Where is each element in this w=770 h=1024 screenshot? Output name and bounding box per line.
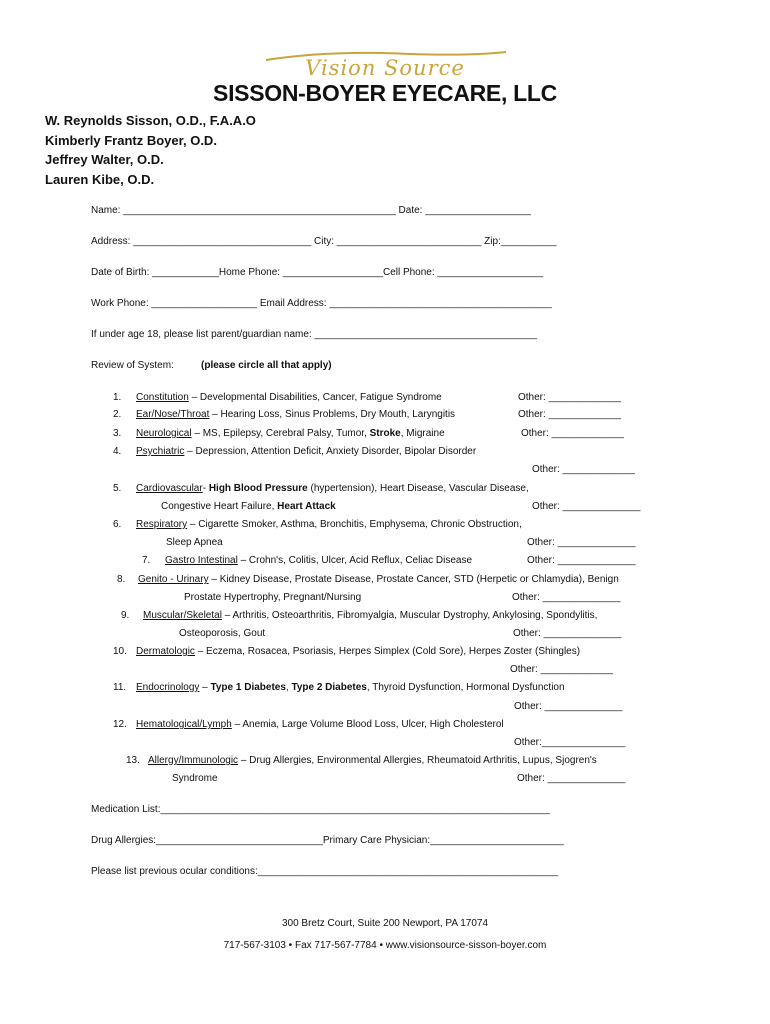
drug-allergies-label: Drug Allergies: (91, 835, 157, 846)
system-13-desc: – Drug Allergies, Environmental Allergies, Rheumatoid Arthritis, Lupus, Sjogren's (238, 755, 597, 766)
system-2-name: Ear/Nose/Throat (136, 409, 210, 420)
footer-address: 300 Bretz Court, Suite 200 Newport, PA 17074 (281, 918, 489, 929)
system-9-line2[interactable]: Osteoporosis, Gout (179, 628, 266, 639)
system-5-name: Cardiovascular (136, 483, 203, 494)
other-label: Other: (517, 773, 545, 784)
other-label: Other: (532, 464, 560, 475)
medication-label: Medication List: (91, 804, 161, 815)
guardian-field[interactable]: ________________________________________ (314, 329, 537, 340)
other-label: Other: (513, 628, 541, 639)
system-5-bold2: Heart Attack (277, 501, 336, 512)
medication-field[interactable]: ______________________________________________________________________ (160, 804, 550, 815)
system-2-number: 2. (113, 409, 122, 420)
system-9-desc: – Arthritis, Osteoarthritis, Fibromyalgia, Muscular Dystrophy, Ankylosing, Spondylitis, (221, 610, 598, 621)
name-label: Name: (91, 205, 121, 216)
name-row (91, 205, 531, 216)
system-3-name: Neurological (136, 428, 192, 439)
system-11-name: Endocrinology (136, 682, 200, 693)
system-7-number: 7. (142, 555, 151, 566)
system-5-other (532, 501, 640, 512)
system-1-name: Constitution (136, 392, 189, 403)
system-6-other (527, 537, 635, 548)
guardian-label: If under age 18, please list parent/guardian name: (91, 329, 312, 340)
system-12-name: Hematological/Lymph (136, 719, 232, 730)
system-2-desc: – Hearing Loss, Sinus Problems, Dry Mouth, Laryngitis (209, 409, 456, 420)
system-4-text[interactable] (136, 446, 476, 457)
system-11-other (514, 701, 622, 712)
email-field[interactable]: ________________________________________ (329, 298, 552, 309)
system-7-other-field[interactable]: ______________ (557, 555, 636, 566)
system-5-desc: (hypertension), Heart Disease, Vascular Disease, (307, 483, 529, 494)
system-8-number: 8. (117, 574, 126, 585)
name-field[interactable]: _________________________________________________ (123, 205, 396, 216)
system-12-other-field[interactable]: _______________ (541, 737, 626, 748)
system-12-other (514, 737, 625, 748)
system-5-text[interactable] (136, 483, 529, 494)
system-11-other-field[interactable]: ______________ (544, 701, 623, 712)
system-7-name: Gastro Intestinal (165, 555, 238, 566)
other-label: Other: (514, 701, 542, 712)
logo-text: Vision Source (305, 56, 465, 80)
cell-phone-field[interactable]: ___________________ (437, 267, 544, 278)
drug-allergies-field[interactable]: ______________________________ (156, 835, 323, 846)
phone-row (91, 267, 543, 278)
system-10-number: 10. (113, 646, 127, 657)
system-5-line2-text: Congestive Heart Failure, (161, 501, 278, 512)
system-1-other-field[interactable]: _____________ (548, 392, 621, 403)
system-11-dash: – (199, 682, 211, 693)
system-13-name: Allergy/Immunologic (148, 755, 239, 766)
system-11-sep: , (285, 682, 292, 693)
system-10-other-field[interactable]: _____________ (540, 664, 613, 675)
system-1-other (518, 392, 621, 403)
doctor-1: W. Reynolds Sisson, O.D., F.A.A.O (45, 113, 256, 128)
email-label: Email Address: (259, 298, 327, 309)
system-6-text[interactable] (136, 519, 522, 530)
zip-label: Zip: (484, 236, 501, 247)
system-3-desc-a: – MS, Epilepsy, Cerebral Palsy, Tumor, (191, 428, 370, 439)
system-3-other (521, 428, 624, 439)
work-phone-label: Work Phone: (91, 298, 149, 309)
system-5-dash: - (202, 483, 209, 494)
other-label: Other: (512, 592, 540, 603)
review-instruction: (please circle all that apply) (201, 360, 332, 371)
home-phone-field[interactable]: __________________ (282, 267, 383, 278)
doctor-4: Lauren Kibe, O.D. (45, 172, 155, 187)
ocular-label: Please list previous ocular conditions: (91, 866, 258, 877)
work-phone-field[interactable]: ___________________ (151, 298, 258, 309)
system-3-other-field[interactable]: _____________ (551, 428, 624, 439)
address-row (91, 236, 556, 247)
system-4-number: 4. (113, 446, 122, 457)
other-label: Other: (532, 501, 560, 512)
system-1-text[interactable] (136, 392, 442, 403)
system-9-other (513, 628, 621, 639)
system-8-line2[interactable]: Prostate Hypertrophy, Pregnant/Nursing (184, 592, 362, 603)
system-6-desc: – Cigarette Smoker, Asthma, Bronchitis, Emphysema, Chronic Obstruction, (187, 519, 522, 530)
system-8-other (512, 592, 620, 603)
medication-row (91, 804, 550, 815)
system-2-other-field[interactable]: _____________ (548, 409, 621, 420)
home-phone-label: Home Phone: (218, 267, 281, 278)
other-label: Other: (521, 428, 549, 439)
system-5-number: 5. (113, 483, 122, 494)
doctor-3: Jeffrey Walter, O.D. (45, 152, 164, 167)
ocular-field[interactable]: ______________________________________________________ (257, 866, 559, 877)
zip-field[interactable]: __________ (500, 236, 557, 247)
system-11-bold-1: Type 1 Diabetes (210, 682, 286, 693)
pcp-field[interactable]: ________________________ (430, 835, 564, 846)
system-5-other-field[interactable]: ______________ (562, 501, 641, 512)
other-label: Other: (527, 537, 555, 548)
system-4-other-field[interactable]: _____________ (562, 464, 635, 475)
city-field[interactable]: __________________________ (336, 236, 482, 247)
dob-label: Date of Birth: (91, 267, 150, 278)
system-7-desc: – Crohn's, Colitis, Ulcer, Acid Reflux, Celiac Disease (237, 555, 473, 566)
other-label: Other: (510, 664, 538, 675)
system-10-text[interactable] (136, 646, 580, 657)
cell-phone-label: Cell Phone: (382, 267, 435, 278)
system-12-text[interactable] (136, 719, 504, 730)
city-label: City: (314, 236, 334, 247)
dob-field[interactable]: ____________ (152, 267, 219, 278)
system-10-other (510, 664, 613, 675)
system-11-number: 11. (113, 682, 127, 693)
address-field[interactable]: ________________________________ (133, 236, 312, 247)
footer-contact: 717-567-3103 • Fax 717-567-7784 • www.visionsource-sisson-boyer.com (223, 940, 547, 951)
practice-name: SISSON-BOYER EYECARE, LLC (213, 80, 557, 106)
system-13-number: 13. (126, 755, 140, 766)
system-9-other-field[interactable]: ______________ (543, 628, 622, 639)
pcp-label: Primary Care Physician: (322, 835, 431, 846)
other-label: Other: (527, 555, 555, 566)
other-label: Other: (514, 737, 542, 748)
system-3-desc-b: , Migraine (400, 428, 445, 439)
system-13-text[interactable] (148, 755, 597, 766)
date-field[interactable]: ___________________ (425, 205, 531, 216)
system-6-name: Respiratory (136, 519, 188, 530)
system-4-desc: – Depression, Attention Deficit, Anxiety Disorder, Bipolar Disorder (184, 446, 477, 457)
system-9-number: 9. (121, 610, 130, 621)
work-row (91, 298, 552, 309)
system-6-line2[interactable]: Sleep Apnea (166, 537, 223, 548)
ocular-row (91, 866, 558, 877)
system-7-other (527, 555, 635, 566)
system-5-line2[interactable] (161, 501, 336, 512)
address-label: Address: (91, 236, 131, 247)
vision-source-logo (260, 48, 510, 82)
doctor-2: Kimberly Frantz Boyer, O.D. (45, 133, 217, 148)
system-9-text[interactable] (143, 610, 597, 621)
system-6-other-field[interactable]: ______________ (557, 537, 636, 548)
system-8-other-field[interactable]: ______________ (542, 592, 621, 603)
system-3-number: 3. (113, 428, 122, 439)
other-label: Other: (518, 392, 546, 403)
other-label: Other: (518, 409, 546, 420)
system-11-bold-2: Type 2 Diabetes (291, 682, 367, 693)
system-13-line2[interactable]: Syndrome (172, 773, 218, 784)
system-1-number: 1. (113, 392, 122, 403)
review-label: Review of System: (91, 360, 174, 371)
system-11-text[interactable] (136, 682, 565, 693)
system-13-other (517, 773, 625, 784)
system-7-text[interactable] (165, 555, 472, 566)
system-1-desc: – Developmental Disabilities, Cancer, Fatigue Syndrome (188, 392, 442, 403)
system-9-name: Muscular/Skeletal (143, 610, 222, 621)
system-8-desc: – Kidney Disease, Prostate Disease, Prostate Cancer, STD (Herpetic or Chlamydia), Benign (208, 574, 619, 585)
system-8-text[interactable] (138, 574, 619, 585)
system-3-text[interactable] (136, 428, 445, 439)
system-11-desc: , Thyroid Dysfunction, Hormonal Dysfunction (366, 682, 565, 693)
system-10-name: Dermatologic (136, 646, 195, 657)
system-13-other-field[interactable]: ______________ (547, 773, 626, 784)
system-4-name: Psychiatric (136, 446, 185, 457)
system-10-desc: – Eczema, Rosacea, Psoriasis, Herpes Simplex (Cold Sore), Herpes Zoster (Shingles) (194, 646, 581, 657)
system-2-text[interactable] (136, 409, 455, 420)
system-6-number: 6. (113, 519, 122, 530)
system-3-bold: Stroke (369, 428, 401, 439)
system-5-bold: High Blood Pressure (208, 483, 308, 494)
system-4-other (532, 464, 635, 475)
system-12-number: 12. (113, 719, 127, 730)
guardian-row (91, 329, 537, 340)
system-12-desc: – Anemia, Large Volume Blood Loss, Ulcer, High Cholesterol (231, 719, 504, 730)
system-2-other (518, 409, 621, 420)
date-label: Date: (398, 205, 423, 216)
system-8-name: Genito - Urinary (138, 574, 209, 585)
allergies-row (91, 835, 564, 846)
